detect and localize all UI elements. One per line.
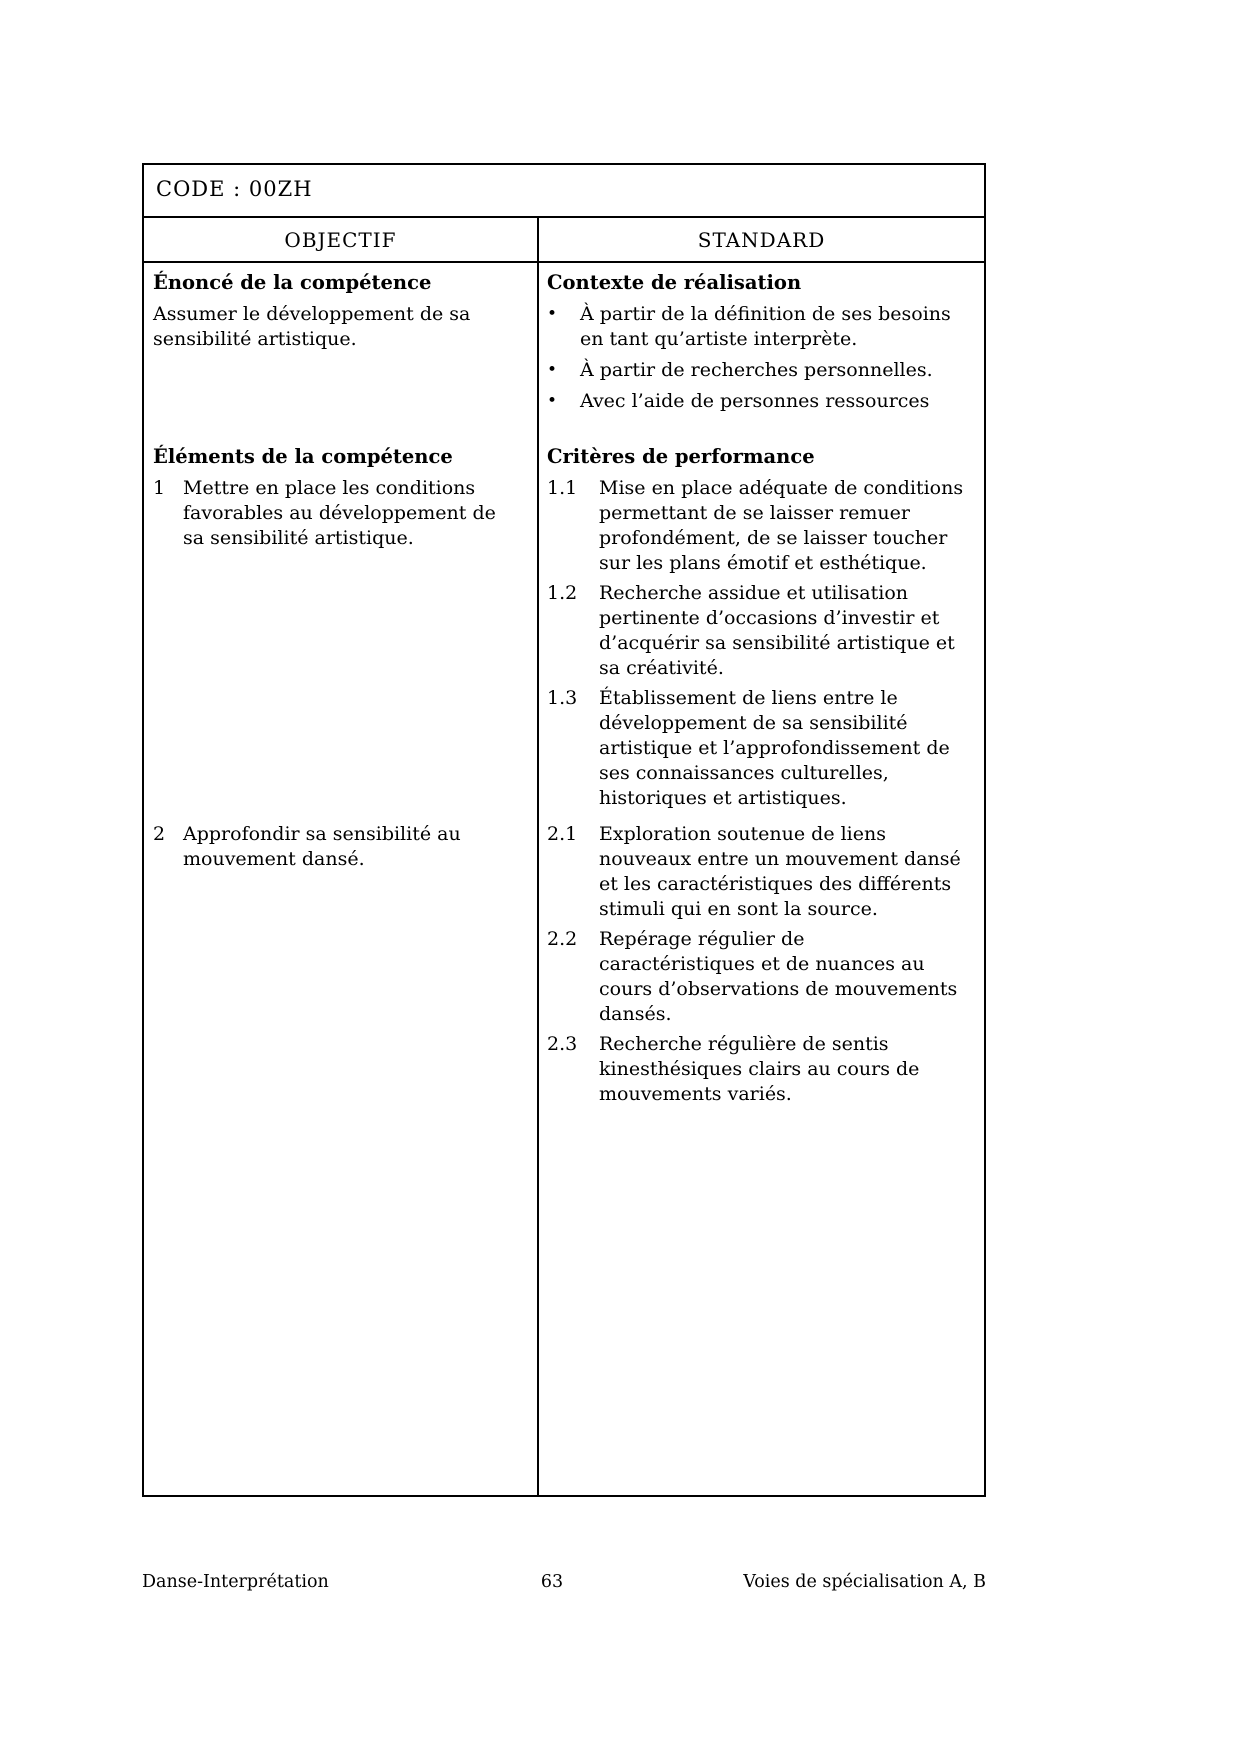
standard-column-header: STANDARD xyxy=(537,218,984,261)
element-item xyxy=(153,476,523,551)
contexte-cell xyxy=(537,263,984,437)
bullet-icon: • xyxy=(547,304,558,324)
element-number: 2 xyxy=(153,823,166,845)
critere-number: 2.1 xyxy=(547,823,578,845)
critere-item xyxy=(547,686,970,811)
code-label: CODE : 00ZH xyxy=(156,177,313,201)
critere-text: Recherche assidue et utilisation pertinente d’occasions d’investir et d’acquérir sa sensibilité artistique et sa créativité. xyxy=(599,582,955,679)
column-header-row xyxy=(144,218,984,263)
list-item xyxy=(547,389,970,414)
objectif-column-header: OBJECTIF xyxy=(284,228,397,252)
critere-text: Établissement de liens entre le développement de sa sensibilité artistique et l’approfondissement de ses connaissances culturelles, historiques et artistiques. xyxy=(599,687,950,809)
list-item xyxy=(547,302,970,352)
critere-number: 2.2 xyxy=(547,928,578,950)
critere-text: Mise en place adéquate de conditions permettant de se laisser remuer profondément, de se laisser toucher sur les plans émotif et esthétique. xyxy=(599,477,964,574)
criteres-heading: Critères de performance xyxy=(547,445,815,468)
enonce-heading: Énoncé de la compétence xyxy=(153,271,432,294)
bullet-icon: • xyxy=(547,391,558,411)
critere-text: Repérage régulier de caractéristiques et de nuances au cours d’observations de mouvements dansés. xyxy=(599,928,958,1025)
contexte-bullet-text: À partir de recherches personnelles. xyxy=(580,359,933,381)
list-item xyxy=(547,358,970,383)
footer-document-title: Danse-Interprétation xyxy=(142,1572,329,1592)
elements-cell-2 xyxy=(144,810,537,1495)
footer-page-number: 63 xyxy=(540,1572,564,1592)
contexte-bullet-text: Avec l’aide de personnes ressources xyxy=(580,390,930,412)
critere-text: Exploration soutenue de liens nouveaux entre un mouvement dansé et les caractéristiques des différents stimuli qui en sont la source. xyxy=(599,823,961,920)
enonce-cell xyxy=(144,263,537,437)
page-footer xyxy=(142,1572,986,1592)
elements-heading: Éléments de la compétence xyxy=(153,445,453,468)
criteres-cell-2 xyxy=(537,810,984,1495)
critere-number: 1.3 xyxy=(547,687,578,709)
critere-item xyxy=(547,822,970,922)
element-number: 1 xyxy=(153,477,166,499)
elements-cell xyxy=(144,437,537,810)
code-row xyxy=(144,165,984,218)
critere-item xyxy=(547,927,970,1027)
element-text: Mettre en place les conditions favorables au développement de sa sensibilité artistique. xyxy=(183,477,496,549)
element-item xyxy=(153,822,523,872)
critere-text: Recherche régulière de sentis kinesthésiques clairs au cours de mouvements variés. xyxy=(599,1033,920,1105)
element-text: Approfondir sa sensibilité au mouvement dansé. xyxy=(183,823,461,870)
critere-number: 1.1 xyxy=(547,477,578,499)
criteres-cell xyxy=(537,437,984,810)
critere-number: 1.2 xyxy=(547,582,578,604)
contexte-heading: Contexte de réalisation xyxy=(547,271,802,294)
table-body xyxy=(144,263,984,1495)
bullet-icon: • xyxy=(547,360,558,380)
competency-table xyxy=(142,163,986,1497)
footer-section-label: Voies de spécialisation A, B xyxy=(743,1572,986,1592)
critere-item xyxy=(547,1032,970,1107)
critere-item xyxy=(547,581,970,681)
enonce-text: Assumer le développement de sa sensibilité artistique. xyxy=(153,303,471,350)
critere-number: 2.3 xyxy=(547,1033,578,1055)
contexte-bullet-text: À partir de la définition de ses besoins en tant qu’artiste interprète. xyxy=(580,303,951,350)
critere-item xyxy=(547,476,970,576)
